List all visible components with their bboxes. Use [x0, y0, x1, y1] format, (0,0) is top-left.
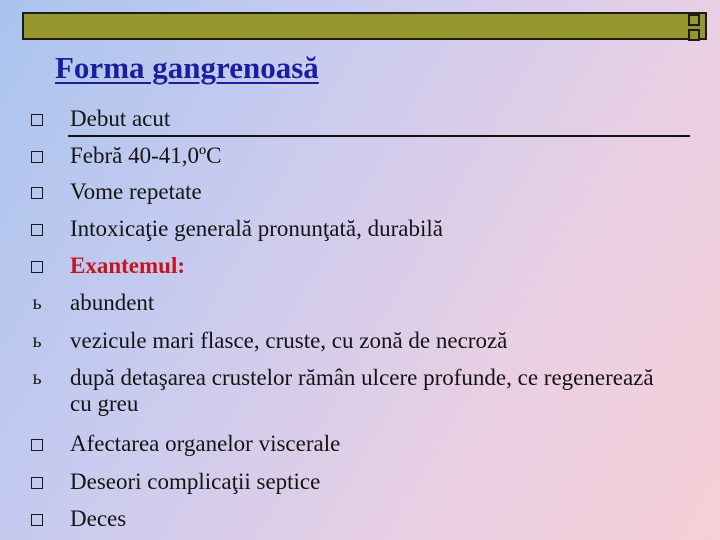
list-item-text: abundent	[70, 290, 155, 315]
square-bullet-icon	[31, 261, 43, 273]
list-item-text-highlight: Exantemul:	[70, 253, 185, 278]
list-item-text: Debut acut	[70, 106, 171, 131]
list-item-text: Febră 40-41,0ºC	[70, 143, 222, 168]
square-bullet-icon	[31, 514, 43, 526]
sub-bullet-icon: ь	[32, 330, 42, 352]
square-bullet-icon	[31, 439, 43, 451]
square-bullet-icon	[31, 151, 43, 163]
list-item-text: Intoxicaţie generală pronunţată, durabilă	[70, 216, 443, 241]
sub-bullet-icon: ь	[32, 292, 42, 314]
square-bullet-icon	[31, 114, 43, 126]
list-item-text: Vome repetate	[70, 179, 202, 204]
slide-title: Forma gangrenoasă	[55, 50, 319, 85]
list-item-text: Afectarea organelor viscerale	[70, 431, 341, 456]
list-item-text: Deces	[70, 506, 127, 531]
list-item-text: după detaşarea crustelor rămân ulcere profunde, ce regenerează cu greu	[70, 365, 654, 416]
sub-bullet-icon: ь	[32, 367, 42, 389]
square-bullet-icon	[31, 224, 43, 236]
list-item-text: Deseori complicaţii septice	[70, 469, 321, 494]
square-bullet-icon	[31, 187, 43, 199]
square-bullet-icon	[31, 477, 43, 489]
list-item-text: vezicule mari flasce, cruste, cu zonă de necroză	[70, 328, 508, 353]
